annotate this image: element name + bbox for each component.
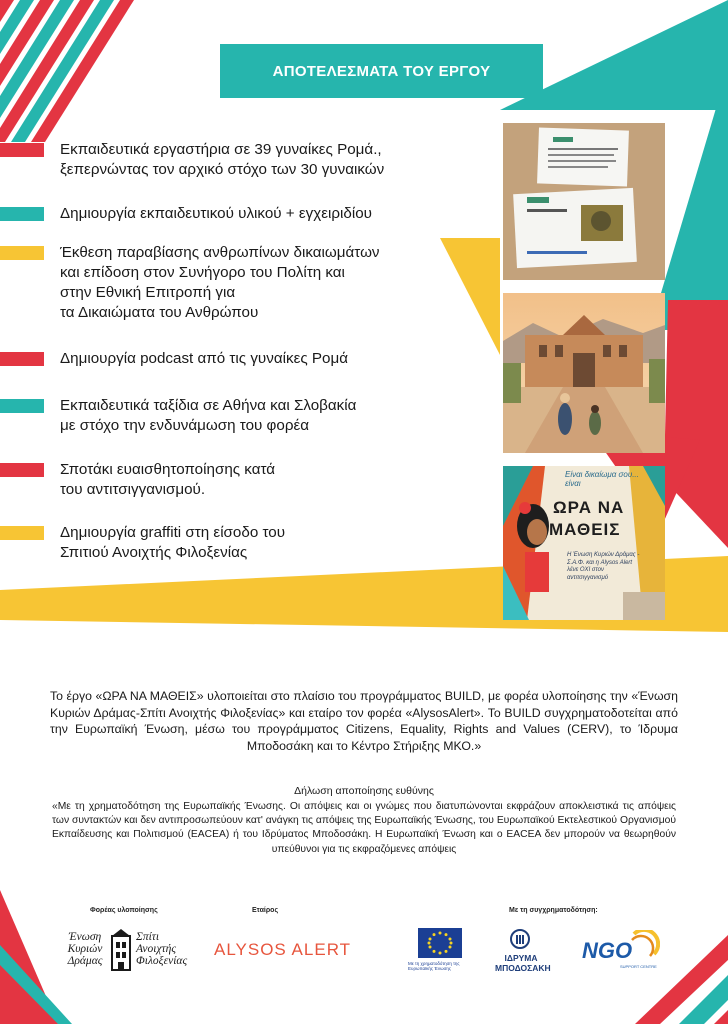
top-left-stripes: [0, 0, 134, 142]
project-description: Το έργο «ΩΡΑ ΝΑ ΜΑΘΕΙΣ» υλοποιείται στο πλαίσιο του προγράμματος BUILD, με φορέα υλοποίησης την «Ένωση Κυριών Δράμας-Σπίτι Ανοιχτής Φιλοξενίας» και εταίρο τον φορέα «AlysosAlert». Το BUILD συγχρηματοδοτείται από την Ευρωπαϊκή Ένωση, μέσω του προγράμματος Citizens, Equality, Rights and Values (CERV), το Ίδρυμα Μποδοσάκη και το Κέντρο Στήριξης ΜΚΟ.»: [50, 689, 678, 753]
page-title: ΑΠΟΤΕΛΕΣΜΑΤΑ ΤΟΥ ΕΡΓΟΥ: [220, 44, 543, 98]
ngo-logo: NGO: [582, 938, 633, 963]
result-item: Σποτάκι ευαισθητοποίησης κατά του αντιτσιγγανισμού.: [60, 461, 276, 498]
cofunding-label: Με τη συγχρηματοδότηση:: [509, 907, 598, 914]
graffiti-title-line1: ΩΡΑ ΝΑ: [553, 498, 625, 517]
building-icon: [110, 928, 132, 972]
result-item: Δημιουργία εκπαιδευτικού υλικού + εγχειριδίου: [60, 205, 372, 222]
bodossaki-logo-text: ΙΔΡΥΜΑ ΜΠΟΔΟΣΑΚΗ: [495, 953, 551, 973]
result-item: Έκθεση παραβίασης ανθρωπίνων δικαιωμάτων και επίδοση στον Συνήγορο του Πολίτη και στην Εθνική Επιτροπή για τα Δικαιώματα του Ανθρώπου: [60, 244, 380, 321]
bullet-bar: [0, 352, 44, 366]
bullet-bar: [0, 399, 44, 413]
partner-label: Εταίρος: [252, 907, 279, 914]
bullet-bar: [0, 207, 44, 221]
disclaimer-title: Δήλωση αποποίησης ευθύνης: [294, 785, 434, 797]
graffiti-bottom-text: Η Ένωση Κυριών Δράμας - Σ.Α.Φ. και η Alysos Alert λένε ΟΧΙ στον αντιτσιγγανισμό: [567, 552, 640, 581]
disclaimer-text: «Με τη χρηματοδότηση της Ευρωπαϊκής Ένωσης. Οι απόψεις και οι γνώμες που διατυπώνονται εκφράζουν αποκλειστικά τις απόψεις των συντακτών και δεν αντιπροσωπεύουν κατ' ανάγκη τις απόψεις της Ευρωπαϊκής Ένωσης, του Ευρωπαϊκού Εκτελεστικού Οργανισμού Εκπαίδευσης και Πολιτισμού (EACEA) ή του Ιδρύματος Μποδοσάκη. Η Ευρωπαϊκή Ένωση και ο EACEA δεν μπορούν να θεωρηθούν υπεύθυνοι για τις εκφραζόμενες απόψεις: [52, 801, 676, 855]
bullet-bar: [0, 526, 44, 540]
eu-flag-icon: [418, 928, 462, 958]
graffiti-title-line2: ΜΑΘΕΙΣ: [549, 520, 621, 539]
photo-graffiti: [503, 466, 665, 620]
implementer-label: Φορέας υλοποίησης: [90, 907, 158, 914]
ngo-sub-text: SUPPORT CENTRE: [620, 964, 657, 969]
spiti-filoxenias-logo: Σπίτι Ανοιχτής Φιλοξενίας: [136, 931, 188, 967]
right-red-triangle: [664, 300, 728, 548]
eu-caption: Με τη χρηματοδότηση της Ευρωπαϊκής Ένωσης: [408, 961, 460, 971]
result-item: Δημιουργία podcast από τις γυναίκες Ρομά: [60, 350, 348, 367]
result-item: Δημιουργία graffiti στη είσοδο του Σπιτιού Ανοιχτής Φιλοξενίας: [60, 524, 286, 561]
bodossaki-icon: [509, 928, 531, 952]
bullet-bar: [0, 246, 44, 260]
enosi-kyrion-logo: Ένωση Κυριών Δράμας: [67, 931, 103, 967]
bullet-bar: [0, 143, 44, 157]
photo-educational-materials: [503, 123, 665, 280]
result-item: Εκπαιδευτικά ταξίδια σε Αθήνα και Σλοβακία με στόχο την ενδυνάμωση του φορέα: [60, 397, 357, 434]
bullet-bar: [0, 463, 44, 477]
result-item: Εκπαιδευτικά εργαστήρια σε 39 γυναίκες Ρομά., ξεπερνώντας τον αρχικό στόχο των 30 γυναικών: [60, 141, 385, 178]
graffiti-top-text: Είναι δικαίωμα σου... είναι: [565, 470, 639, 488]
photo-school-trip: [503, 293, 665, 453]
ngo-swoosh-icon: [628, 930, 660, 962]
alysos-alert-logo: ALYSOS ALERT: [214, 940, 352, 959]
